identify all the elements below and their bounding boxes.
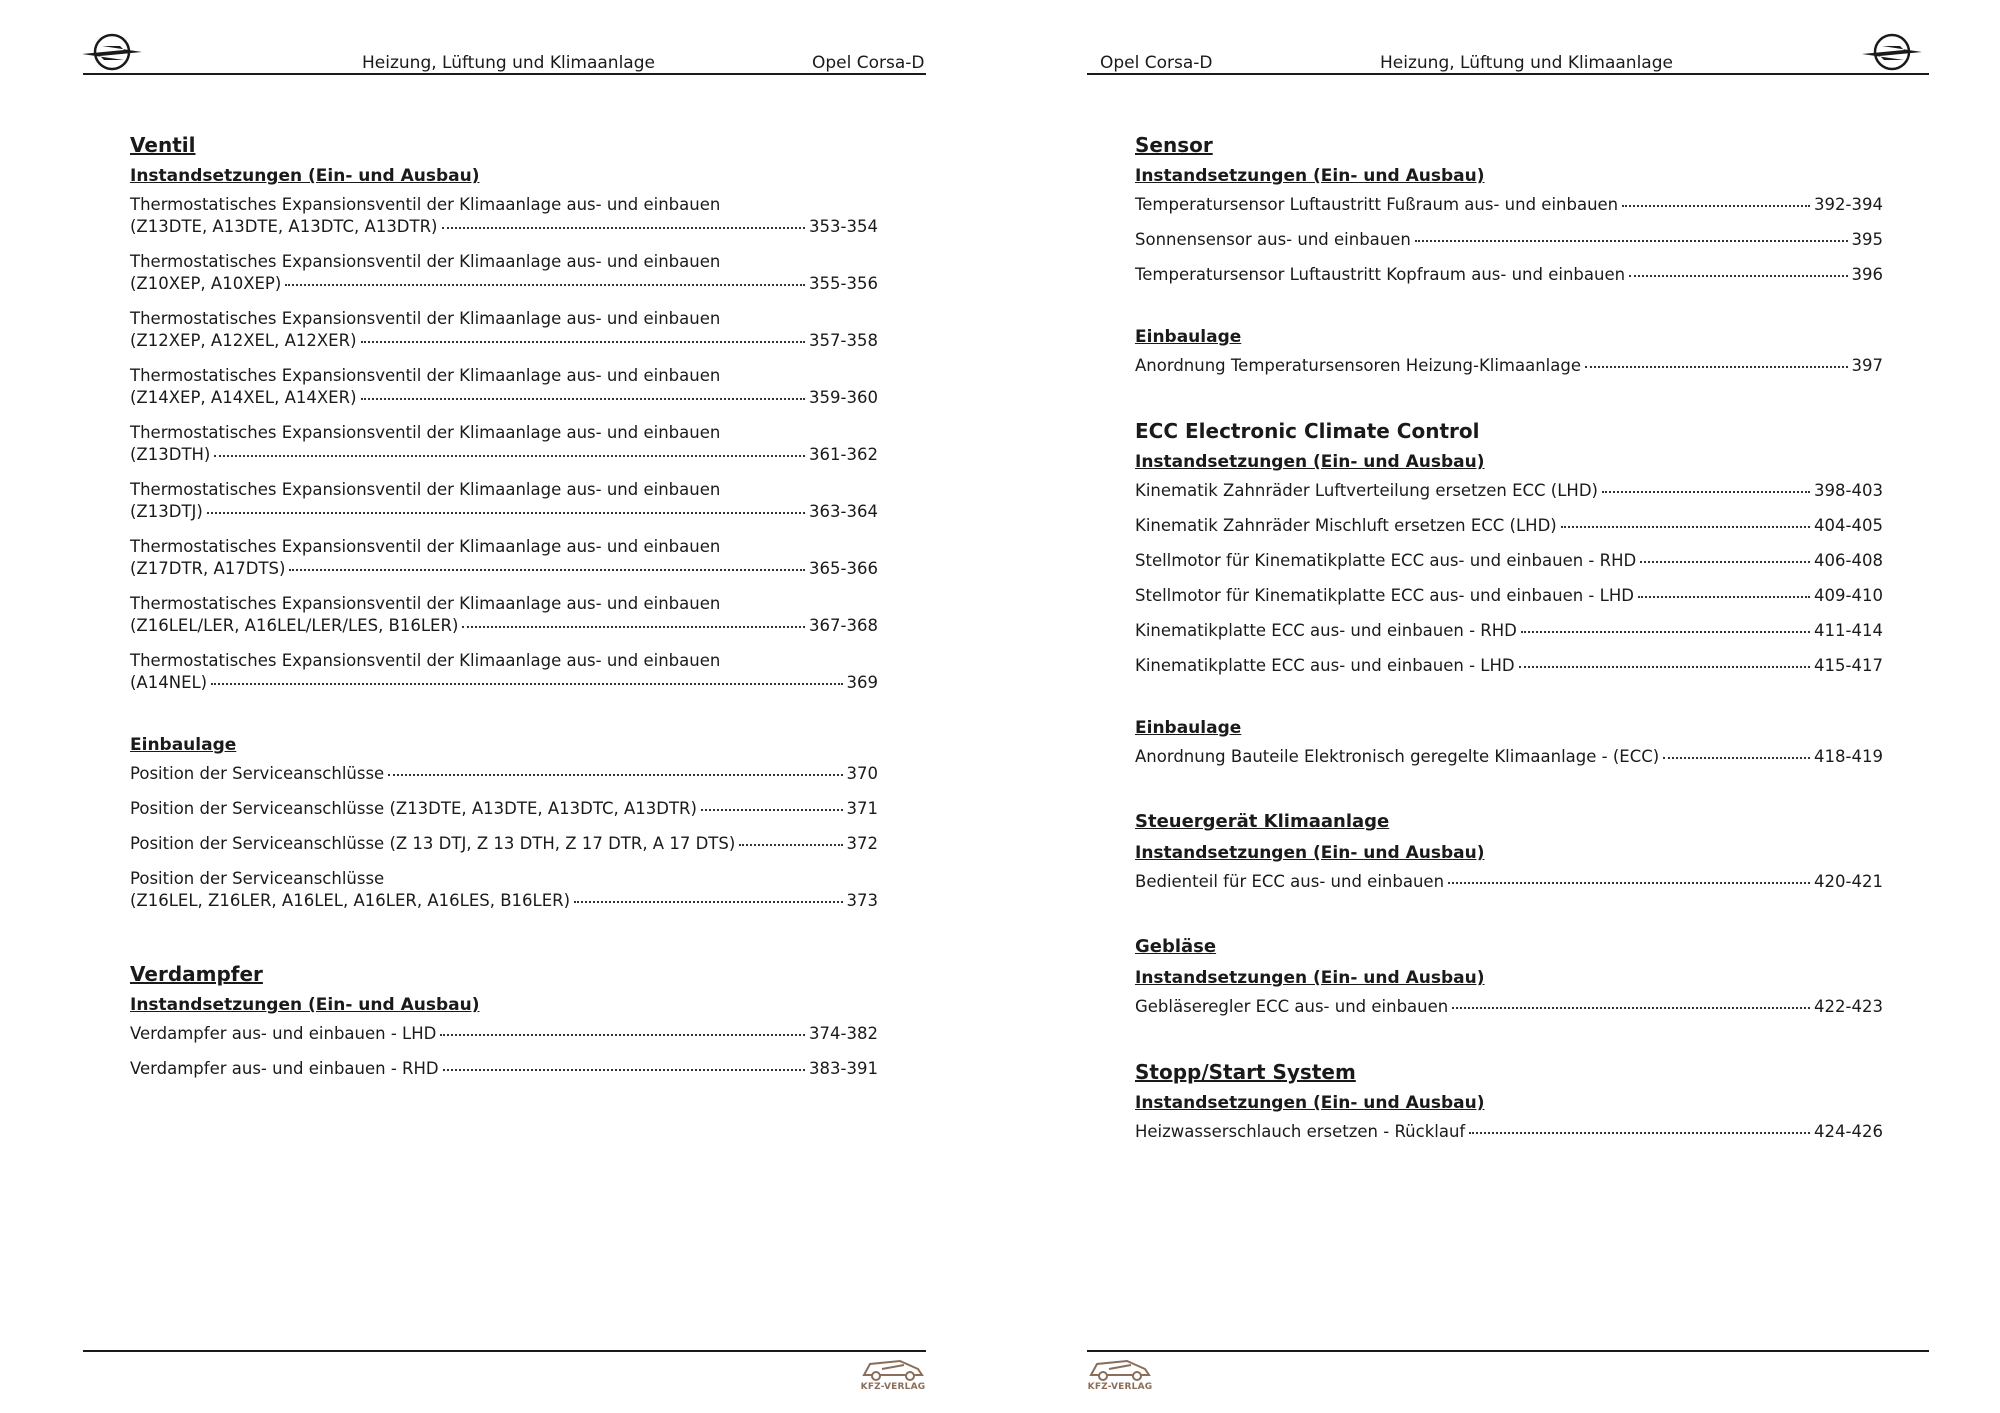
leader-dots xyxy=(1663,757,1810,759)
footer-rule xyxy=(83,1350,926,1352)
toc-right xyxy=(1135,130,1883,1156)
opel-logo-icon xyxy=(1860,30,1924,74)
install-heading: Einbaulage xyxy=(1135,327,1242,347)
toc-entry[interactable]: Thermostatisches Expansionsventil der Klimaanlage aus- und einbauen (Z13DTH) 361-362 xyxy=(130,423,878,464)
page-number: 422-423 xyxy=(1814,997,1883,1016)
toc-entry[interactable]: Thermostatisches Expansionsventil der Klimaanlage aus- und einbauen (A14NEL) 369 xyxy=(130,651,878,692)
toc-entry[interactable]: Position der Serviceanschlüsse 370 xyxy=(130,764,878,783)
header-rule xyxy=(83,73,926,75)
repairs-heading: Instandsetzungen (Ein- und Ausbau) xyxy=(130,166,480,186)
page-number: 383-391 xyxy=(809,1059,878,1078)
leader-dots xyxy=(739,844,842,846)
page-number: 369 xyxy=(846,673,878,692)
leader-dots xyxy=(440,1034,805,1036)
page-number: 370 xyxy=(846,764,878,783)
toc-entry[interactable]: Temperatursensor Luftaustritt Fußraum aus- und einbauen 392-394 xyxy=(1135,195,1883,214)
leader-dots xyxy=(1629,275,1847,277)
repairs-heading: Instandsetzungen (Ein- und Ausbau) xyxy=(1135,166,1485,186)
page-number: 420-421 xyxy=(1814,872,1883,891)
section-title-steuergeraet: Steuergerät Klimaanlage xyxy=(1135,811,1390,832)
leader-dots xyxy=(1519,666,1810,668)
page-number: 371 xyxy=(846,799,878,818)
toc-entry[interactable]: Anordnung Bauteile Elektronisch geregelte Klimaanlage - (ECC) 418-419 xyxy=(1135,747,1883,766)
leader-dots xyxy=(574,901,842,903)
toc-entry[interactable]: Thermostatisches Expansionsventil der Klimaanlage aus- und einbauen (Z13DTJ) 363-364 xyxy=(130,480,878,521)
header-model: Opel Corsa-D xyxy=(1100,53,1213,73)
toc-entry[interactable]: Gebläseregler ECC aus- und einbauen 422-423 xyxy=(1135,997,1883,1016)
leader-dots xyxy=(207,512,805,514)
page-number: 424-426 xyxy=(1814,1122,1883,1141)
right-page xyxy=(1000,0,2000,1413)
section-title-verdampfer: Verdampfer xyxy=(130,962,263,986)
page-number: 367-368 xyxy=(809,616,878,635)
leader-dots xyxy=(1638,596,1810,598)
page-number: 415-417 xyxy=(1814,656,1883,675)
toc-entry[interactable]: Sonnensensor aus- und einbauen 395 xyxy=(1135,230,1883,249)
leader-dots xyxy=(211,683,842,685)
install-heading: Einbaulage xyxy=(1135,718,1242,738)
leader-dots xyxy=(1469,1132,1810,1134)
header-section-title: Heizung, Lüftung und Klimaanlage xyxy=(1380,53,1673,73)
footer-brand: KFZ-VERLAG xyxy=(860,1382,926,1392)
leader-dots xyxy=(442,227,806,229)
toc-left xyxy=(130,130,878,1093)
page-number: 396 xyxy=(1851,265,1883,284)
leader-dots xyxy=(1561,526,1810,528)
page-number: 397 xyxy=(1851,356,1883,375)
leader-dots xyxy=(1521,631,1810,633)
repairs-heading: Instandsetzungen (Ein- und Ausbau) xyxy=(1135,1093,1485,1113)
page-number: 395 xyxy=(1851,230,1883,249)
page-number: 353-354 xyxy=(809,217,878,236)
toc-entry[interactable]: Kinematik Zahnräder Luftverteilung ersetzen ECC (LHD) 398-403 xyxy=(1135,481,1883,500)
toc-entry[interactable]: Position der Serviceanschlüsse (Z 13 DTJ, Z 13 DTH, Z 17 DTR, A 17 DTS) 372 xyxy=(130,834,878,853)
leader-dots xyxy=(285,284,805,286)
opel-logo-icon xyxy=(80,30,144,74)
toc-entry[interactable]: Thermostatisches Expansionsventil der Klimaanlage aus- und einbauen (Z17DTR, A17DTS) 365-366 xyxy=(130,537,878,578)
toc-entry[interactable]: Thermostatisches Expansionsventil der Klimaanlage aus- und einbauen (Z14XEP, A14XEL, A14XER) 359-360 xyxy=(130,366,878,407)
toc-entry[interactable]: Kinematik Zahnräder Mischluft ersetzen ECC (LHD) 404-405 xyxy=(1135,516,1883,535)
page-number: 392-394 xyxy=(1814,195,1883,214)
car-icon xyxy=(1087,1355,1153,1383)
header-section-title: Heizung, Lüftung und Klimaanlage xyxy=(362,53,655,73)
toc-entry[interactable]: Verdampfer aus- und einbauen - RHD 383-391 xyxy=(130,1059,878,1078)
kfz-verlag-logo xyxy=(1087,1355,1153,1395)
toc-entry[interactable]: Position der Serviceanschlüsse (Z13DTE, A13DTE, A13DTC, A13DTR) 371 xyxy=(130,799,878,818)
leader-dots xyxy=(1415,240,1848,242)
page-number: 355-356 xyxy=(809,274,878,293)
footer-brand: KFZ-VERLAG xyxy=(1087,1382,1153,1392)
header-rule xyxy=(1087,73,1929,75)
page-number: 418-419 xyxy=(1814,747,1883,766)
page-number: 361-362 xyxy=(809,445,878,464)
header-model: Opel Corsa-D xyxy=(812,53,925,73)
leader-dots xyxy=(701,809,843,811)
page-number: 373 xyxy=(846,891,878,910)
leader-dots xyxy=(361,398,806,400)
leader-dots xyxy=(361,341,806,343)
leader-dots xyxy=(1452,1007,1810,1009)
footer-rule xyxy=(1087,1350,1929,1352)
toc-entry[interactable]: Thermostatisches Expansionsventil der Klimaanlage aus- und einbauen (Z13DTE, A13DTE, A13DTC, A13DTR) 353-354 xyxy=(130,195,878,236)
toc-entry[interactable]: Bedienteil für ECC aus- und einbauen 420-421 xyxy=(1135,872,1883,891)
leader-dots xyxy=(1640,561,1810,563)
toc-entry[interactable]: Position der Serviceanschlüsse (Z16LEL, Z16LER, A16LEL, A16LER, A16LES, B16LER) 373 xyxy=(130,869,878,910)
page-number: 372 xyxy=(846,834,878,853)
car-icon xyxy=(860,1355,926,1383)
page-number: 357-358 xyxy=(809,331,878,350)
repairs-heading: Instandsetzungen (Ein- und Ausbau) xyxy=(1135,968,1485,988)
toc-entry[interactable]: Thermostatisches Expansionsventil der Klimaanlage aus- und einbauen (Z10XEP, A10XEP) 355-356 xyxy=(130,252,878,293)
leader-dots xyxy=(443,1069,805,1071)
leader-dots xyxy=(289,569,805,571)
kfz-verlag-logo xyxy=(860,1355,926,1395)
toc-entry[interactable]: Thermostatisches Expansionsventil der Klimaanlage aus- und einbauen (Z16LEL/LER, A16LEL/LER/LES, B16LER) 367-368 xyxy=(130,594,878,635)
section-title-ecc: ECC Electronic Climate Control xyxy=(1135,419,1480,443)
page-number: 411-414 xyxy=(1814,621,1883,640)
toc-entry[interactable]: Temperatursensor Luftaustritt Kopfraum aus- und einbauen 396 xyxy=(1135,265,1883,284)
page-number: 406-408 xyxy=(1814,551,1883,570)
section-title-sensor: Sensor xyxy=(1135,133,1213,157)
page-number: 404-405 xyxy=(1814,516,1883,535)
leader-dots xyxy=(1448,882,1810,884)
leader-dots xyxy=(214,455,805,457)
toc-entry[interactable]: Stellmotor für Kinematikplatte ECC aus- und einbauen - RHD 406-408 xyxy=(1135,551,1883,570)
leader-dots xyxy=(1622,205,1810,207)
page-number: 409-410 xyxy=(1814,586,1883,605)
toc-entry[interactable]: Verdampfer aus- und einbauen - LHD 374-382 xyxy=(130,1024,878,1043)
page-number: 365-366 xyxy=(809,559,878,578)
section-title-stoppstart: Stopp/Start System xyxy=(1135,1060,1356,1084)
section-title-ventil: Ventil xyxy=(130,133,196,157)
page-number: 359-360 xyxy=(809,388,878,407)
repairs-heading: Instandsetzungen (Ein- und Ausbau) xyxy=(1135,452,1485,472)
toc-entry[interactable]: Stellmotor für Kinematikplatte ECC aus- und einbauen - LHD 409-410 xyxy=(1135,586,1883,605)
install-heading: Einbaulage xyxy=(130,735,237,755)
leader-dots xyxy=(462,626,805,628)
page-number: 398-403 xyxy=(1814,481,1883,500)
toc-entry[interactable]: Kinematikplatte ECC aus- und einbauen - RHD 411-414 xyxy=(1135,621,1883,640)
toc-entry[interactable]: Anordnung Temperatursensoren Heizung-Klimaanlage 397 xyxy=(1135,356,1883,375)
leader-dots xyxy=(1585,366,1847,368)
repairs-heading: Instandsetzungen (Ein- und Ausbau) xyxy=(130,995,480,1015)
toc-entry[interactable]: Kinematikplatte ECC aus- und einbauen - LHD 415-417 xyxy=(1135,656,1883,675)
leader-dots xyxy=(388,774,842,776)
page-number: 374-382 xyxy=(809,1024,878,1043)
repairs-heading: Instandsetzungen (Ein- und Ausbau) xyxy=(1135,843,1485,863)
toc-entry[interactable]: Heizwasserschlauch ersetzen - Rücklauf 424-426 xyxy=(1135,1122,1883,1141)
page-number: 363-364 xyxy=(809,502,878,521)
section-title-geblaese: Gebläse xyxy=(1135,936,1217,957)
leader-dots xyxy=(1602,491,1810,493)
toc-entry[interactable]: Thermostatisches Expansionsventil der Klimaanlage aus- und einbauen (Z12XEP, A12XEL, A12XER) 357-358 xyxy=(130,309,878,350)
